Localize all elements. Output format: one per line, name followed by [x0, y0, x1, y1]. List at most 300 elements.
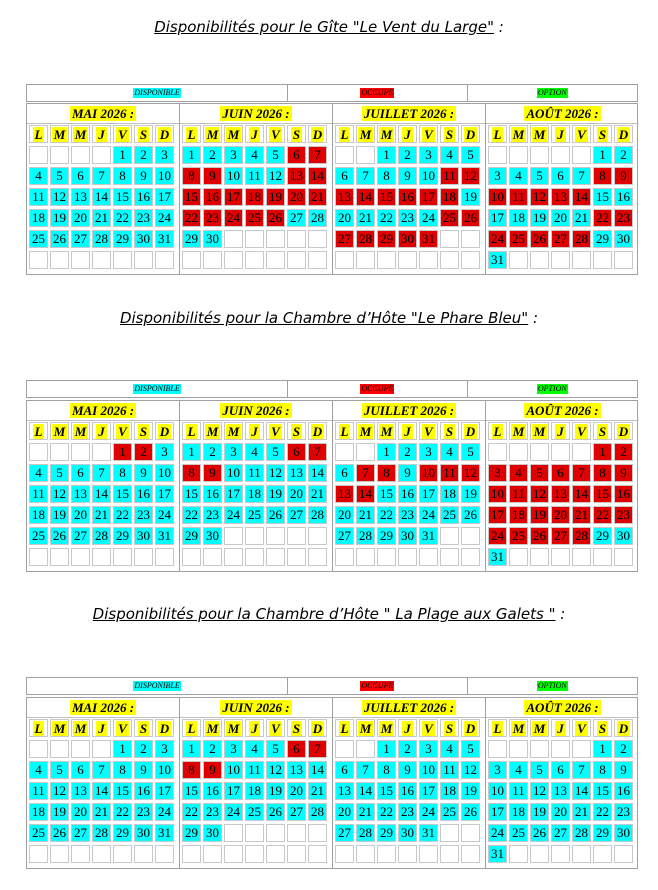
available-day-cell: 31 — [488, 845, 507, 863]
legend-bar — [26, 380, 638, 398]
weekday-header — [356, 719, 375, 737]
occupied-day-cell: 16 — [614, 485, 633, 503]
occupied-day-cell: 14 — [356, 188, 375, 206]
weekday-header — [203, 422, 222, 440]
weekday-label: D — [312, 423, 323, 439]
weekday-label: J — [557, 720, 564, 736]
weekday-label: L — [187, 126, 196, 142]
weekday-header — [287, 422, 306, 440]
empty-day-cell — [50, 251, 69, 269]
weekday-label: V — [118, 720, 127, 736]
weekday-label: V — [424, 720, 433, 736]
empty-day-cell — [509, 251, 528, 269]
empty-day-cell — [593, 548, 612, 566]
available-day-cell: 12 — [266, 464, 285, 482]
available-day-cell: 26 — [266, 803, 285, 821]
available-day-cell: 13 — [287, 761, 306, 779]
available-day-cell: 28 — [92, 527, 111, 545]
weekday-header — [29, 422, 48, 440]
available-day-cell: 24 — [155, 209, 174, 227]
available-day-cell: 22 — [113, 209, 132, 227]
occupied-day-cell: 14 — [356, 485, 375, 503]
available-day-cell: 29 — [377, 824, 396, 842]
available-day-cell: 14 — [308, 464, 327, 482]
month-header — [180, 698, 332, 718]
weekday-header — [29, 719, 48, 737]
month-title: AOÛT 2026 : — [526, 700, 599, 715]
empty-day-cell — [92, 251, 111, 269]
weekday-label: D — [312, 126, 323, 142]
available-day-cell: 13 — [71, 188, 90, 206]
empty-day-cell — [71, 740, 90, 758]
occupied-day-cell: 31 — [419, 230, 438, 248]
section-title-suffix: : — [528, 309, 539, 327]
empty-day-cell — [266, 824, 285, 842]
weekday-label: L — [493, 720, 502, 736]
weekday-header — [440, 422, 459, 440]
occupied-day-cell: 25 — [509, 230, 528, 248]
available-day-cell: 5 — [266, 740, 285, 758]
available-day-cell: 4 — [440, 740, 459, 758]
available-day-cell: 2 — [398, 443, 417, 461]
available-day-cell: 31 — [488, 251, 507, 269]
available-day-cell: 12 — [266, 761, 285, 779]
weekday-header — [308, 719, 327, 737]
available-day-cell: 16 — [614, 188, 633, 206]
weekday-label: J — [98, 126, 105, 142]
weekday-header — [245, 422, 264, 440]
weekday-header — [356, 125, 375, 143]
weekday-label: L — [34, 126, 43, 142]
weekday-header — [50, 422, 69, 440]
weekday-label: J — [98, 423, 105, 439]
available-day-cell: 2 — [203, 443, 222, 461]
weekday-label: M — [74, 720, 87, 736]
available-day-cell: 19 — [530, 209, 549, 227]
occupied-day-cell: 15 — [377, 188, 396, 206]
available-day-cell: 29 — [113, 230, 132, 248]
available-day-cell: 20 — [71, 506, 90, 524]
available-day-cell: 10 — [224, 464, 243, 482]
available-day-cell: 3 — [155, 740, 174, 758]
available-day-cell: 3 — [488, 167, 507, 185]
empty-day-cell — [461, 251, 480, 269]
month-title: JUIN 2026 : — [222, 403, 290, 418]
weekday-label: S — [292, 126, 301, 142]
available-day-cell: 31 — [419, 527, 438, 545]
available-day-cell: 21 — [356, 506, 375, 524]
available-day-cell: 15 — [182, 485, 201, 503]
weekday-header — [398, 719, 417, 737]
available-day-cell: 1 — [593, 740, 612, 758]
available-day-cell: 21 — [308, 782, 327, 800]
weekday-label: V — [271, 423, 280, 439]
occupied-day-cell: 26 — [530, 527, 549, 545]
empty-day-cell — [509, 146, 528, 164]
occupied-day-cell: 4 — [509, 464, 528, 482]
empty-day-cell — [509, 548, 528, 566]
weekday-label: L — [34, 423, 43, 439]
weekday-header — [134, 719, 153, 737]
available-day-cell: 16 — [134, 485, 153, 503]
available-day-cell: 19 — [50, 803, 69, 821]
available-day-cell: 12 — [461, 761, 480, 779]
weekday-label: J — [404, 126, 411, 142]
weekday-header — [182, 125, 201, 143]
available-day-cell: 7 — [92, 167, 111, 185]
occupied-day-cell: 17 — [224, 188, 243, 206]
available-day-cell: 4 — [29, 761, 48, 779]
occupied-day-cell: 27 — [551, 527, 570, 545]
empty-day-cell — [614, 845, 633, 863]
occupied-day-cell: 17 — [419, 188, 438, 206]
weekday-header — [71, 422, 90, 440]
weekday-header — [551, 125, 570, 143]
available-day-cell: 15 — [113, 485, 132, 503]
available-day-cell: 1 — [182, 740, 201, 758]
occupied-day-cell: 7 — [308, 146, 327, 164]
weekday-header — [287, 719, 306, 737]
weekday-header — [335, 719, 354, 737]
empty-day-cell — [551, 548, 570, 566]
weekday-header — [488, 422, 507, 440]
empty-day-cell — [614, 251, 633, 269]
available-day-cell: 31 — [155, 527, 174, 545]
available-day-cell: 5 — [530, 761, 549, 779]
empty-day-cell — [155, 845, 174, 863]
empty-day-cell — [266, 845, 285, 863]
empty-day-cell — [356, 251, 375, 269]
available-day-cell: 17 — [224, 782, 243, 800]
month-header — [486, 698, 639, 718]
empty-day-cell — [134, 251, 153, 269]
weekday-label: S — [139, 720, 148, 736]
available-day-cell: 4 — [29, 167, 48, 185]
available-day-cell: 2 — [398, 740, 417, 758]
available-day-cell: 19 — [461, 485, 480, 503]
empty-day-cell — [155, 548, 174, 566]
occupied-day-cell: 18 — [440, 188, 459, 206]
weekday-label: S — [598, 126, 607, 142]
weekday-header — [461, 125, 480, 143]
weekday-label: D — [465, 423, 476, 439]
weekday-label: M — [74, 126, 87, 142]
empty-day-cell — [377, 548, 396, 566]
available-day-cell: 16 — [203, 782, 222, 800]
available-day-cell: 24 — [419, 803, 438, 821]
legend-option-cell — [468, 85, 637, 101]
available-day-cell: 17 — [419, 485, 438, 503]
empty-day-cell — [356, 740, 375, 758]
empty-day-cell — [530, 251, 549, 269]
available-day-cell: 2 — [134, 146, 153, 164]
occupied-day-cell: 15 — [593, 485, 612, 503]
empty-day-cell — [287, 251, 306, 269]
empty-day-cell — [203, 548, 222, 566]
available-day-cell: 8 — [377, 167, 396, 185]
weekday-header — [224, 719, 243, 737]
available-day-cell: 9 — [398, 167, 417, 185]
available-day-cell: 11 — [29, 188, 48, 206]
available-day-cell: 20 — [335, 506, 354, 524]
occupied-day-cell: 24 — [488, 230, 507, 248]
available-day-cell: 18 — [245, 782, 264, 800]
month-block — [27, 104, 180, 274]
available-day-cell: 12 — [50, 485, 69, 503]
available-day-cell: 5 — [461, 146, 480, 164]
weekday-header — [308, 125, 327, 143]
available-day-cell: 9 — [614, 761, 633, 779]
weekday-header — [398, 125, 417, 143]
available-day-cell: 28 — [92, 230, 111, 248]
weekday-label: J — [404, 423, 411, 439]
available-day-cell: 18 — [509, 803, 528, 821]
month-header — [486, 104, 639, 124]
available-day-cell: 10 — [419, 167, 438, 185]
occupied-day-cell: 1 — [593, 443, 612, 461]
weekday-label: M — [359, 720, 372, 736]
weekday-header — [377, 422, 396, 440]
empty-day-cell — [551, 740, 570, 758]
empty-day-cell — [29, 548, 48, 566]
empty-day-cell — [134, 845, 153, 863]
available-day-cell: 27 — [287, 803, 306, 821]
available-day-cell: 30 — [134, 824, 153, 842]
weekday-header — [593, 125, 612, 143]
empty-day-cell — [572, 146, 591, 164]
available-day-cell: 23 — [398, 209, 417, 227]
weekday-header — [155, 125, 174, 143]
available-day-cell: 17 — [155, 188, 174, 206]
available-day-cell: 30 — [614, 230, 633, 248]
available-day-cell: 28 — [572, 824, 591, 842]
section-title-suffix: : — [493, 18, 504, 36]
occupied-day-cell: 17 — [488, 506, 507, 524]
weekday-header — [113, 719, 132, 737]
available-day-cell: 4 — [245, 443, 264, 461]
month-block — [180, 698, 333, 868]
available-day-cell: 15 — [377, 485, 396, 503]
available-day-cell: 26 — [266, 506, 285, 524]
month-header — [333, 401, 485, 421]
empty-day-cell — [335, 845, 354, 863]
empty-day-cell — [593, 251, 612, 269]
available-day-cell: 4 — [245, 146, 264, 164]
available-day-cell: 28 — [356, 527, 375, 545]
weekday-header — [155, 422, 174, 440]
available-day-cell: 16 — [614, 782, 633, 800]
available-day-cell: 25 — [440, 803, 459, 821]
empty-day-cell — [224, 527, 243, 545]
occupied-day-cell: 11 — [440, 167, 459, 185]
occupied-day-cell: 8 — [377, 464, 396, 482]
available-day-cell: 12 — [530, 782, 549, 800]
legend-option: OPTION — [537, 88, 567, 97]
available-day-cell: 3 — [488, 761, 507, 779]
empty-day-cell — [530, 740, 549, 758]
available-day-cell: 26 — [50, 527, 69, 545]
available-day-cell: 17 — [155, 485, 174, 503]
weekday-header — [71, 125, 90, 143]
empty-day-cell — [92, 146, 111, 164]
occupied-day-cell: 8 — [182, 761, 201, 779]
weekday-label: M — [533, 720, 546, 736]
occupied-day-cell: 18 — [245, 188, 264, 206]
available-day-cell: 15 — [593, 782, 612, 800]
empty-day-cell — [461, 230, 480, 248]
available-day-cell: 9 — [398, 464, 417, 482]
occupied-day-cell: 14 — [572, 485, 591, 503]
occupied-day-cell: 21 — [572, 506, 591, 524]
available-day-cell: 7 — [356, 761, 375, 779]
weekday-label: L — [340, 126, 349, 142]
weekday-label: D — [618, 423, 629, 439]
empty-day-cell — [50, 845, 69, 863]
available-day-cell: 18 — [440, 485, 459, 503]
available-day-cell: 21 — [92, 803, 111, 821]
occupied-day-cell: 2 — [134, 443, 153, 461]
available-day-cell: 27 — [287, 209, 306, 227]
available-day-cell: 19 — [50, 209, 69, 227]
weekday-label: S — [598, 720, 607, 736]
available-day-cell: 25 — [29, 824, 48, 842]
occupied-day-cell: 6 — [287, 740, 306, 758]
month-block — [486, 104, 639, 274]
available-day-cell: 2 — [203, 740, 222, 758]
legend-bar — [26, 677, 638, 695]
weekday-label: S — [445, 126, 454, 142]
available-day-cell: 12 — [50, 782, 69, 800]
weekday-label: M — [53, 126, 66, 142]
available-day-cell: 1 — [593, 146, 612, 164]
month-header — [27, 104, 179, 124]
available-day-cell: 3 — [155, 443, 174, 461]
weekday-header — [356, 422, 375, 440]
available-day-cell: 3 — [224, 146, 243, 164]
legend-available-cell — [27, 85, 288, 101]
available-day-cell: 11 — [29, 485, 48, 503]
legend-bar — [26, 84, 638, 102]
weekday-header — [287, 125, 306, 143]
available-day-cell: 22 — [182, 506, 201, 524]
available-day-cell: 23 — [134, 209, 153, 227]
weekday-header — [509, 422, 528, 440]
legend-option: OPTION — [537, 384, 567, 393]
available-day-cell: 3 — [419, 740, 438, 758]
available-day-cell: 29 — [113, 824, 132, 842]
available-day-cell: 6 — [551, 761, 570, 779]
occupied-day-cell: 27 — [335, 230, 354, 248]
weekday-label: M — [74, 423, 87, 439]
empty-day-cell — [530, 443, 549, 461]
month-header — [333, 104, 485, 124]
occupied-day-cell: 24 — [488, 527, 507, 545]
month-block — [333, 104, 486, 274]
occupied-day-cell: 19 — [530, 506, 549, 524]
empty-day-cell — [71, 251, 90, 269]
empty-day-cell — [287, 527, 306, 545]
occupied-day-cell: 8 — [182, 167, 201, 185]
available-day-cell: 21 — [356, 209, 375, 227]
empty-day-cell — [398, 845, 417, 863]
available-day-cell: 12 — [266, 167, 285, 185]
available-day-cell: 19 — [461, 188, 480, 206]
weekday-header — [614, 422, 633, 440]
available-day-cell: 30 — [203, 230, 222, 248]
empty-day-cell — [593, 845, 612, 863]
available-day-cell: 6 — [71, 761, 90, 779]
month-block — [27, 401, 180, 571]
available-day-cell: 18 — [440, 782, 459, 800]
available-day-cell: 4 — [509, 167, 528, 185]
occupied-day-cell: 8 — [593, 167, 612, 185]
empty-day-cell — [335, 443, 354, 461]
legend-option-cell — [468, 678, 637, 694]
weekday-header — [134, 422, 153, 440]
empty-day-cell — [308, 527, 327, 545]
occupied-day-cell: 23 — [203, 209, 222, 227]
empty-day-cell — [245, 251, 264, 269]
occupied-day-cell: 9 — [203, 167, 222, 185]
available-day-cell: 12 — [50, 188, 69, 206]
weekday-label: S — [292, 720, 301, 736]
available-day-cell: 27 — [71, 230, 90, 248]
weekday-header — [113, 422, 132, 440]
month-header — [333, 698, 485, 718]
available-day-cell: 16 — [398, 782, 417, 800]
weekday-header — [113, 125, 132, 143]
empty-day-cell — [530, 146, 549, 164]
section-title — [0, 603, 658, 625]
section-title-text: Disponibilités pour la Chambre d’Hôte "Le Phare Bleu" — [119, 309, 529, 327]
occupied-day-cell: 23 — [614, 209, 633, 227]
available-day-cell: 21 — [92, 209, 111, 227]
available-day-cell: 18 — [29, 803, 48, 821]
available-day-cell: 29 — [113, 527, 132, 545]
weekday-header — [572, 719, 591, 737]
available-day-cell: 5 — [461, 443, 480, 461]
weekday-label: V — [118, 423, 127, 439]
occupied-day-cell: 6 — [287, 443, 306, 461]
available-day-cell: 21 — [308, 485, 327, 503]
available-day-cell: 26 — [50, 824, 69, 842]
available-day-cell: 4 — [245, 740, 264, 758]
available-day-cell: 1 — [377, 443, 396, 461]
available-day-cell: 29 — [182, 230, 201, 248]
legend-occupied: OCCUPE — [361, 384, 394, 393]
empty-day-cell — [182, 548, 201, 566]
available-day-cell: 10 — [419, 761, 438, 779]
available-day-cell: 23 — [203, 803, 222, 821]
month-title: JUILLET 2026 : — [363, 106, 455, 121]
weekday-header — [266, 125, 285, 143]
weekday-label: M — [206, 720, 219, 736]
weekday-header — [488, 719, 507, 737]
empty-day-cell — [509, 740, 528, 758]
weekday-label: M — [512, 423, 525, 439]
available-day-cell: 20 — [551, 803, 570, 821]
weekday-header — [92, 125, 111, 143]
weekday-label: M — [227, 126, 240, 142]
empty-day-cell — [551, 251, 570, 269]
available-day-cell: 26 — [50, 230, 69, 248]
weekday-label: M — [512, 720, 525, 736]
available-day-cell: 27 — [71, 824, 90, 842]
weekday-header — [155, 719, 174, 737]
available-day-cell: 31 — [155, 824, 174, 842]
weekday-header — [92, 719, 111, 737]
occupied-day-cell: 20 — [287, 188, 306, 206]
